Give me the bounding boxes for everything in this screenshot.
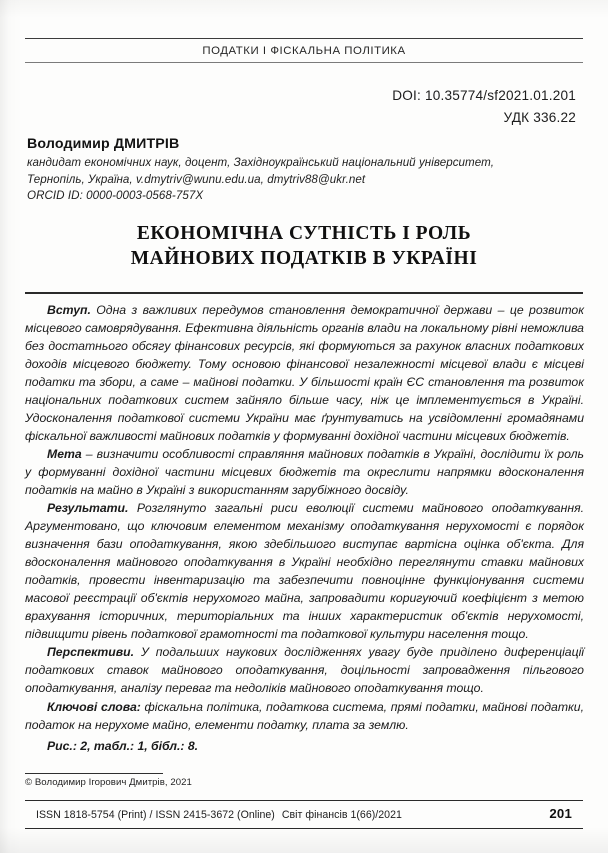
abstract-paragraph-perspectives [25, 644, 584, 698]
abstract-paragraph-intro [25, 302, 584, 446]
udc-text: УДК 336.22 [503, 109, 576, 125]
abstract-label-purpose: Мета [47, 447, 82, 461]
abstract-text-keywords: фіскальна політика, податкова система, прямі податки, майнові податки, податок на нерухоме майно, елементи податку, плата за землю. [25, 699, 584, 732]
running-head-rule-bottom [25, 62, 583, 63]
abstract-paragraph-keywords [25, 699, 584, 735]
affiliation-line-2: Тернопіль, Україна, v.dmytriv@wunu.edu.ua, dmytriv88@ukr.net [27, 172, 366, 186]
footer-journal-text: Світ фінансів 1(66)/2021 [281, 809, 402, 821]
footer-rule-bottom [25, 828, 583, 829]
abstract-text-results: Розглянуто загальні риси еволюції системи майнового оподаткування. Аргументовано, що ключовим елементом механізму оподаткування нерухомості є порядок визначення бази оподаткування, якою здебільшого виступає вартісна оцінка об'єкта. Для вдосконалення майнового оподаткування в Україні необхідно переглянути ставки майнових податків, провести інвентаризацію та забезпечити повноцінне функціонування системи масової реєстрації об'єктів нерухомого майна, запровадити коригуючий коефіцієнт з метою врахування історичних, територіальних та інших характеристик об'єктів нерухомості, підвищити рівень податкової грамотності та податкової культури населення тощо. [25, 501, 584, 641]
abstract-text-intro: Одна з важливих передумов становлення демократичної держави – це розвиток місцевого самоврядування. Ефективна діяльність органів влади на локальному рівні неможлива без достатнього обсягу фінансових ресурсів, які формуються за рахунок власних податкових доходів місцевого бюджету. Тому основою фінансової незалежності місцевої влади є місцеві податки та збори, а саме – майнові податки. У більшості країн ЄС становлення та розвиток національних податкових систем зайняло більше часу, ніж це імплементується в Україні. Удосконалення податкової системи України має ґрунтуватись на усвідомленні громадянами фіскальної важливості майнових податків у формуванні дохідної частини місцевих бюджетів. [25, 303, 584, 443]
running-head-block [25, 38, 583, 63]
author-name: Володимир ДМИТРІВ [27, 136, 180, 152]
abstract-rule [25, 292, 583, 294]
copyright-rule [25, 773, 163, 774]
title-line-2: МАЙНОВИХ ПОДАТКІВ В УКРАЇНІ [130, 247, 478, 269]
orcid-id: ORCID ID: 0000-0003-0568-757X [27, 189, 204, 203]
abstract-paragraph-results [25, 500, 584, 644]
abstract-paragraph-purpose [25, 446, 584, 500]
doi-text: DOI: 10.35774/sf2021.01.201 [392, 88, 576, 103]
affiliation-line-1: кандидат економічних наук, доцент, Західноукраїнський національний університет, [27, 156, 494, 169]
author-block [27, 136, 583, 205]
abstract-text-perspectives: У подальших наукових дослідженнях увагу буде приділено диференціації податкових ставок майнового оподаткування, доцільності запровадження пільгового оподаткування, аналізу переваг та недоліків майнового оподаткування тощо. [25, 645, 584, 696]
abstract-text-purpose: – визначити особливості справляння майнових податків в Україні, дослідити їх роль у формуванні дохідної частини місцевих бюджетів та окреслити напрямки вдосконалення податків на майно в Україні з використанням зарубіжного досвіду. [25, 447, 584, 497]
abstract-label-results: Результати. [47, 501, 129, 516]
running-head-text: ПОДАТКИ І ФІСКАЛЬНА ПОЛІТИКА [202, 45, 406, 57]
footer-rule-top [25, 800, 583, 801]
title-line-1: ЕКОНОМІЧНА СУТНІСТЬ І РОЛЬ [136, 223, 472, 244]
abstract-label-perspectives: Перспективи. [47, 645, 134, 660]
footer-issn-block [36, 809, 402, 821]
abstract-label-keywords: Ключові слова: [47, 699, 141, 714]
running-head-rule-top [25, 38, 583, 39]
author-affiliation [27, 155, 583, 205]
identifiers-block [392, 86, 576, 127]
page-number: 201 [549, 806, 572, 821]
abstract-block [25, 302, 584, 755]
abstract-label-intro: Вступ. [47, 303, 91, 317]
page-title [40, 222, 568, 271]
copyright-text: © Володимир Ігорович Дмитрів, 2021 [25, 777, 192, 788]
footer-issn-text: ISSN 1818-5754 (Print) / ISSN 2415-3672 (Online) [36, 809, 275, 821]
abstract-counts-line: Рис.: 2, табл.: 1, бібл.: 8. [47, 738, 199, 753]
footer-row [36, 806, 572, 821]
